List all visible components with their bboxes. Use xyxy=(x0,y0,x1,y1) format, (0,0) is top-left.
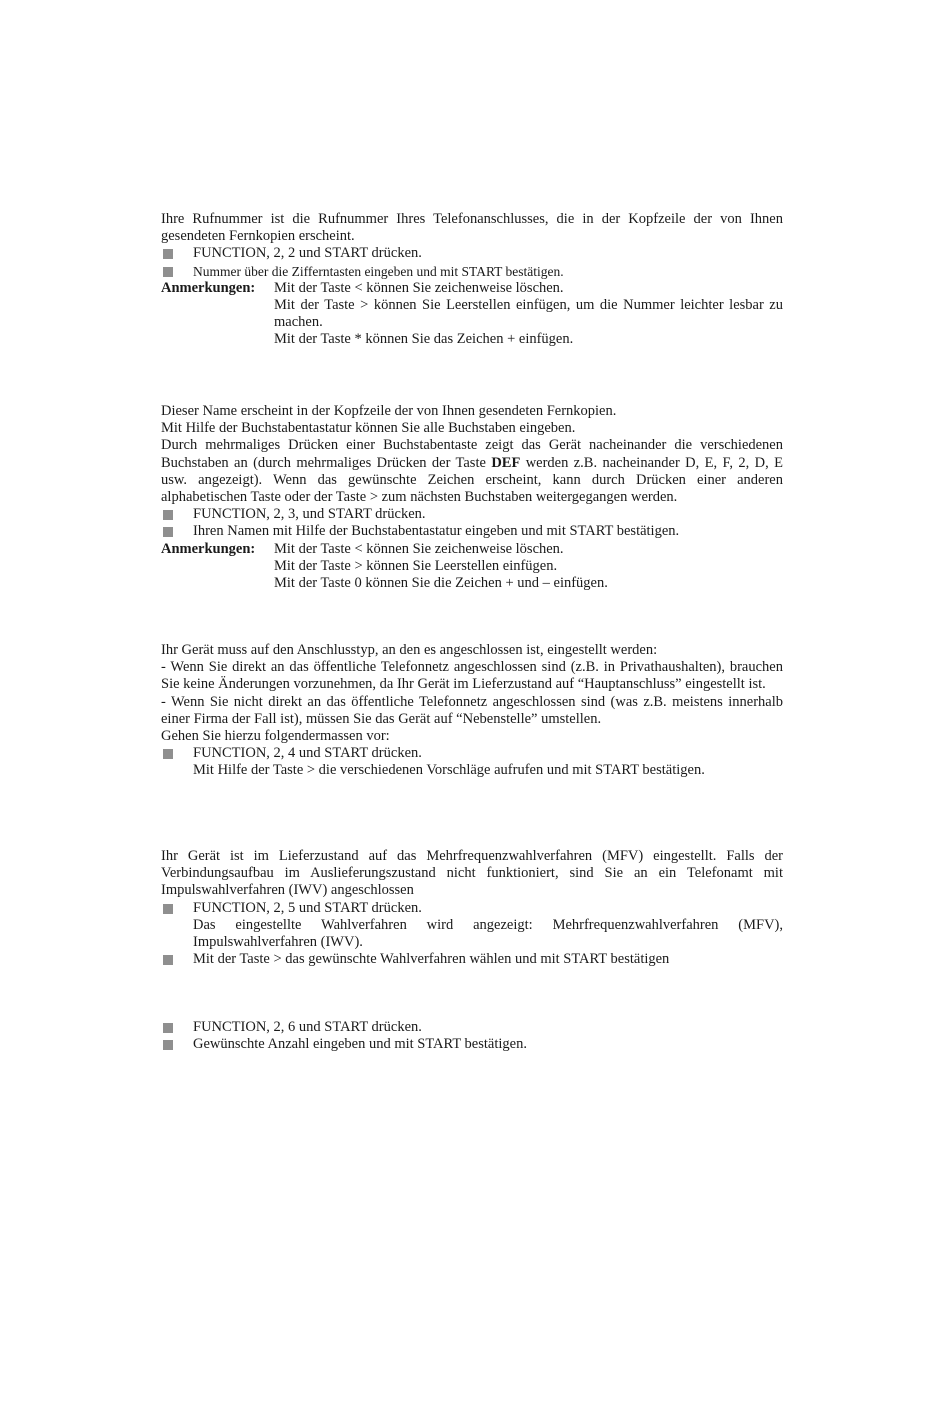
text-line: Dieser Name erscheint in der Kopfzeile der von Ihnen gesendeten Fernkopien. xyxy=(161,403,617,419)
bullet-square-icon xyxy=(163,249,173,259)
step-continuation: Mit Hilfe der Taste > die verschiedenen Vorschläge aufrufen und mit START bestätigen. xyxy=(193,762,705,779)
step-item xyxy=(161,523,783,540)
text-run: Durch mehrmaliges Drücken einer Buchstabentaste zeigt das Gerät nacheinander die verschiedenen Buchstaben an (durch mehrmaliges Drücken der Taste xyxy=(161,437,783,471)
bullet-square-icon xyxy=(163,527,173,537)
note-line: Mit der Taste > können Sie Leerstellen einfügen, um die Nummer leichter lesbar zu machen. xyxy=(274,297,783,331)
step-text: FUNCTION, 2, 6 und START drücken. xyxy=(193,1019,422,1035)
notes-body xyxy=(274,541,783,593)
body-paragraph: - Wenn Sie nicht direkt an das öffentliche Telefonnetz angeschlossen sind (was z.B. meistens innerhalb einer Firma der Fall ist), müssen Sie das Gerät auf “Nebenstelle” umstellen. xyxy=(161,693,783,727)
step-text: FUNCTION, 2, 3, und START drücken. xyxy=(193,506,426,523)
notes-body xyxy=(274,280,783,349)
bullet-square-icon xyxy=(163,1023,173,1033)
key-label: DEF xyxy=(491,454,521,471)
step-item xyxy=(161,745,783,762)
notes-label: Anmerkungen: xyxy=(161,540,256,557)
section-phone-number xyxy=(161,211,783,349)
text-run: werden z.B. nacheinander D, E, F, 2, D, E usw. angezeigt). Wenn das gewünschte Zeichen erscheint, kann durch Drücken einer anderen alphabetischen Taste oder der Taste > zum nächsten Buchstaben weitergegangen werden. xyxy=(161,454,783,506)
step-text: Nummer über die Zifferntasten eingeben und mit START bestätigen. xyxy=(193,263,564,279)
step-item xyxy=(161,1019,783,1036)
note-line: Mit der Taste < können Sie zeichenweise löschen. xyxy=(274,540,564,557)
step-item xyxy=(161,1036,783,1053)
bullet-square-icon xyxy=(163,749,173,759)
text-line: Ihr Gerät muss auf den Anschlusstyp, an den es angeschlossen ist, eingestellt werden: xyxy=(161,642,658,658)
notes xyxy=(161,280,783,349)
note-line: Mit der Taste < können Sie zeichenweise löschen. xyxy=(274,279,564,296)
step-text: FUNCTION, 2, 5 und START drücken. xyxy=(193,899,422,916)
step-text: Ihren Namen mit Hilfe der Buchstabentastatur eingeben und mit START bestätigen. xyxy=(193,523,680,540)
step-item xyxy=(161,951,783,968)
step-text: Gewünschte Anzahl eingeben und mit START bestätigen. xyxy=(193,1036,527,1053)
step-text: FUNCTION, 2, 4 und START drücken. xyxy=(193,745,422,762)
note-line: Mit der Taste 0 können Sie die Zeichen + und – einfügen. xyxy=(274,575,608,592)
note-line: Mit der Taste * können Sie das Zeichen + einfügen. xyxy=(274,331,574,348)
section-connection-type xyxy=(161,642,783,780)
step-text: FUNCTION, 2, 2 und START drücken. xyxy=(193,245,422,262)
text-line: Mit Hilfe der Buchstabentastatur können Sie alle Buchstaben eingeben. xyxy=(161,420,576,437)
intro-paragraph: Ihre Rufnummer ist die Rufnummer Ihres Telefonanschlusses, die in der Kopfzeile der von Ihnen gesendeten Fernkopien erscheint. xyxy=(161,211,783,245)
bullet-square-icon xyxy=(163,904,173,914)
section-dialing-method xyxy=(161,848,783,968)
body-paragraph: - Wenn Sie direkt an das öffentliche Telefonnetz angeschlossen sind (z.B. in Privathaushalten), brauchen Sie keine Änderungen vorzunehmen, da Ihr Gerät im Lieferzustand auf “Hauptanschluss” eingestellt ist. xyxy=(161,659,783,693)
section-count xyxy=(161,1019,783,1053)
step-item xyxy=(161,263,783,280)
step-continuation: Das eingestellte Wahlverfahren wird angezeigt: Mehrfrequenzwahlverfahren (MFV), Impulswahlverfahren (IWV). xyxy=(193,916,783,951)
step-text: Mit der Taste > das gewünschte Wahlverfahren wählen und mit START bestätigen xyxy=(193,951,670,968)
note-line: Mit der Taste > können Sie Leerstellen einfügen. xyxy=(274,557,558,574)
text-line: Gehen Sie hierzu folgendermassen vor: xyxy=(161,728,390,745)
bullet-square-icon xyxy=(163,1040,173,1050)
notes xyxy=(161,541,783,593)
step-item xyxy=(161,900,783,917)
body-paragraph xyxy=(161,437,783,506)
bullet-square-icon xyxy=(163,955,173,965)
intro-paragraph: Ihr Gerät ist im Lieferzustand auf das Mehrfrequenzwahlverfahren (MFV) eingestellt. Falls der Verbindungsaufbau im Auslieferungszustand nicht funktioniert, sind Sie an ein Telefonamt mit Impulswahlverfahren (IWV) angeschlossen xyxy=(161,848,783,899)
step-item xyxy=(161,506,783,523)
bullet-square-icon xyxy=(163,510,173,520)
bullet-square-icon xyxy=(163,267,173,277)
notes-label: Anmerkungen: xyxy=(161,279,256,296)
step-item xyxy=(161,245,783,262)
section-name xyxy=(161,403,783,592)
